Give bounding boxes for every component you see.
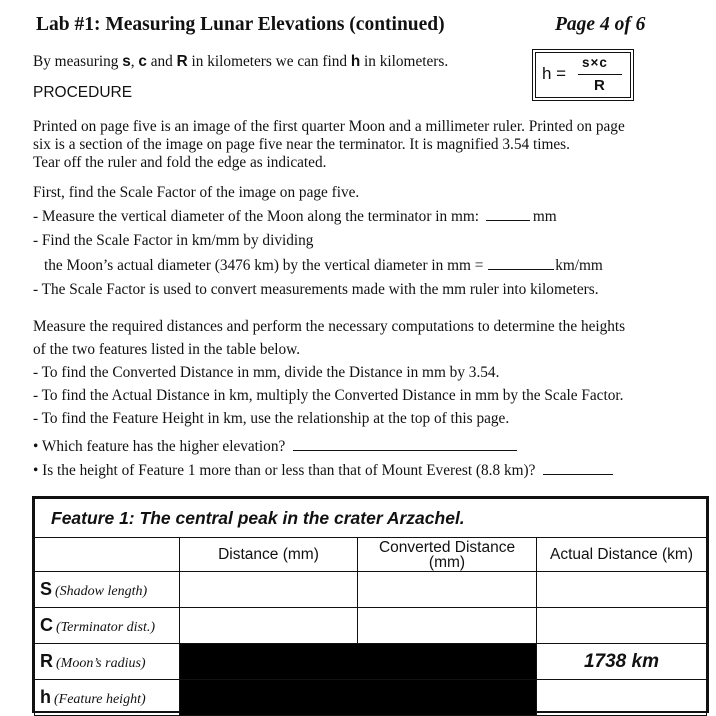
scale-step-usage: - The Scale Factor is used to convert measurements made with the mm ruler into kilometers.	[33, 281, 599, 298]
blacked-out-cell	[180, 644, 537, 680]
header-actual-distance: Actual Distance (km)	[537, 538, 707, 572]
row-label-radius: R (Moon’s radius)	[35, 644, 180, 680]
question-everest: • Is the height of Feature 1 more than or less than that of Mount Everest (8.8 km)?	[33, 462, 613, 480]
table-caption: Feature 1: The central peak in the crater Arzachel.	[35, 499, 707, 538]
shadow-actual-cell[interactable]	[537, 572, 707, 608]
shadow-converted-cell[interactable]	[358, 572, 537, 608]
row-label-height: h (Feature height)	[35, 680, 180, 716]
header-converted-distance: Converted Distance (mm)	[358, 538, 537, 572]
diameter-blank[interactable]	[486, 208, 530, 221]
row-label-terminator: C (Terminator dist.)	[35, 608, 180, 644]
answer-higher-elevation[interactable]	[293, 438, 517, 451]
paragraph-line: six is a section of the image on page five near the terminator. It is magnified 3.54 times.	[33, 136, 570, 153]
page-number: Page 4 of 6	[555, 14, 646, 35]
answer-everest[interactable]	[543, 462, 613, 475]
measure-step: - To find the Converted Distance in mm, divide the Distance in mm by 3.54.	[33, 364, 500, 381]
table-row	[35, 680, 707, 716]
moon-radius-value: 1738 km	[537, 644, 707, 680]
intro-line: By measuring s, c and R in kilometers we can find h in kilometers.	[33, 53, 449, 70]
paragraph-line: Tear off the ruler and fold the edge as indicated.	[33, 154, 327, 171]
page-title: Lab #1: Measuring Lunar Elevations (continued)	[36, 14, 445, 35]
shadow-distance-cell[interactable]	[180, 572, 358, 608]
row-label-shadow: S (Shadow length)	[35, 572, 180, 608]
feature-height-cell[interactable]	[537, 680, 707, 716]
table-row	[35, 608, 707, 644]
scale-step-formula: the Moon’s actual diameter (3476 km) by the vertical diameter in mm = km/mm	[44, 257, 603, 274]
formula-fraction-bar	[578, 74, 622, 75]
measure-lead: of the two features listed in the table below.	[33, 341, 301, 358]
measure-step: - To find the Feature Height in km, use the relationship at the top of this page.	[33, 410, 510, 427]
formula-numerator: s×c	[582, 55, 608, 70]
table-row	[35, 644, 707, 680]
table-row	[35, 572, 707, 608]
procedure-heading: PROCEDURE	[33, 84, 133, 101]
question-higher-elevation: • Which feature has the higher elevation?	[33, 438, 517, 456]
header-distance: Distance (mm)	[180, 538, 358, 572]
measure-lead: Measure the required distances and perform the necessary computations to determine the heights	[33, 318, 626, 335]
scale-step-diameter: - Measure the vertical diameter of the Moon along the terminator in mm: mm	[33, 208, 557, 225]
scale-lead: First, find the Scale Factor of the image on page five.	[33, 184, 360, 201]
terminator-distance-cell[interactable]	[180, 608, 358, 644]
terminator-converted-cell[interactable]	[358, 608, 537, 644]
height-formula	[535, 52, 631, 98]
formula-lhs: h =	[542, 64, 567, 83]
header-blank-cell	[35, 538, 180, 572]
scale-step-divide: - Find the Scale Factor in km/mm by dividing	[33, 232, 314, 249]
blacked-out-cell	[180, 680, 537, 716]
scale-factor-blank[interactable]	[488, 257, 554, 270]
measure-step: - To find the Actual Distance in km, multiply the Converted Distance in mm by the Scale Factor.	[33, 387, 624, 404]
feature-table	[32, 496, 709, 713]
formula-denominator: R	[594, 77, 605, 94]
terminator-actual-cell[interactable]	[537, 608, 707, 644]
paragraph-line: Printed on page five is an image of the first quarter Moon and a millimeter ruler. Printed on page	[33, 118, 625, 135]
